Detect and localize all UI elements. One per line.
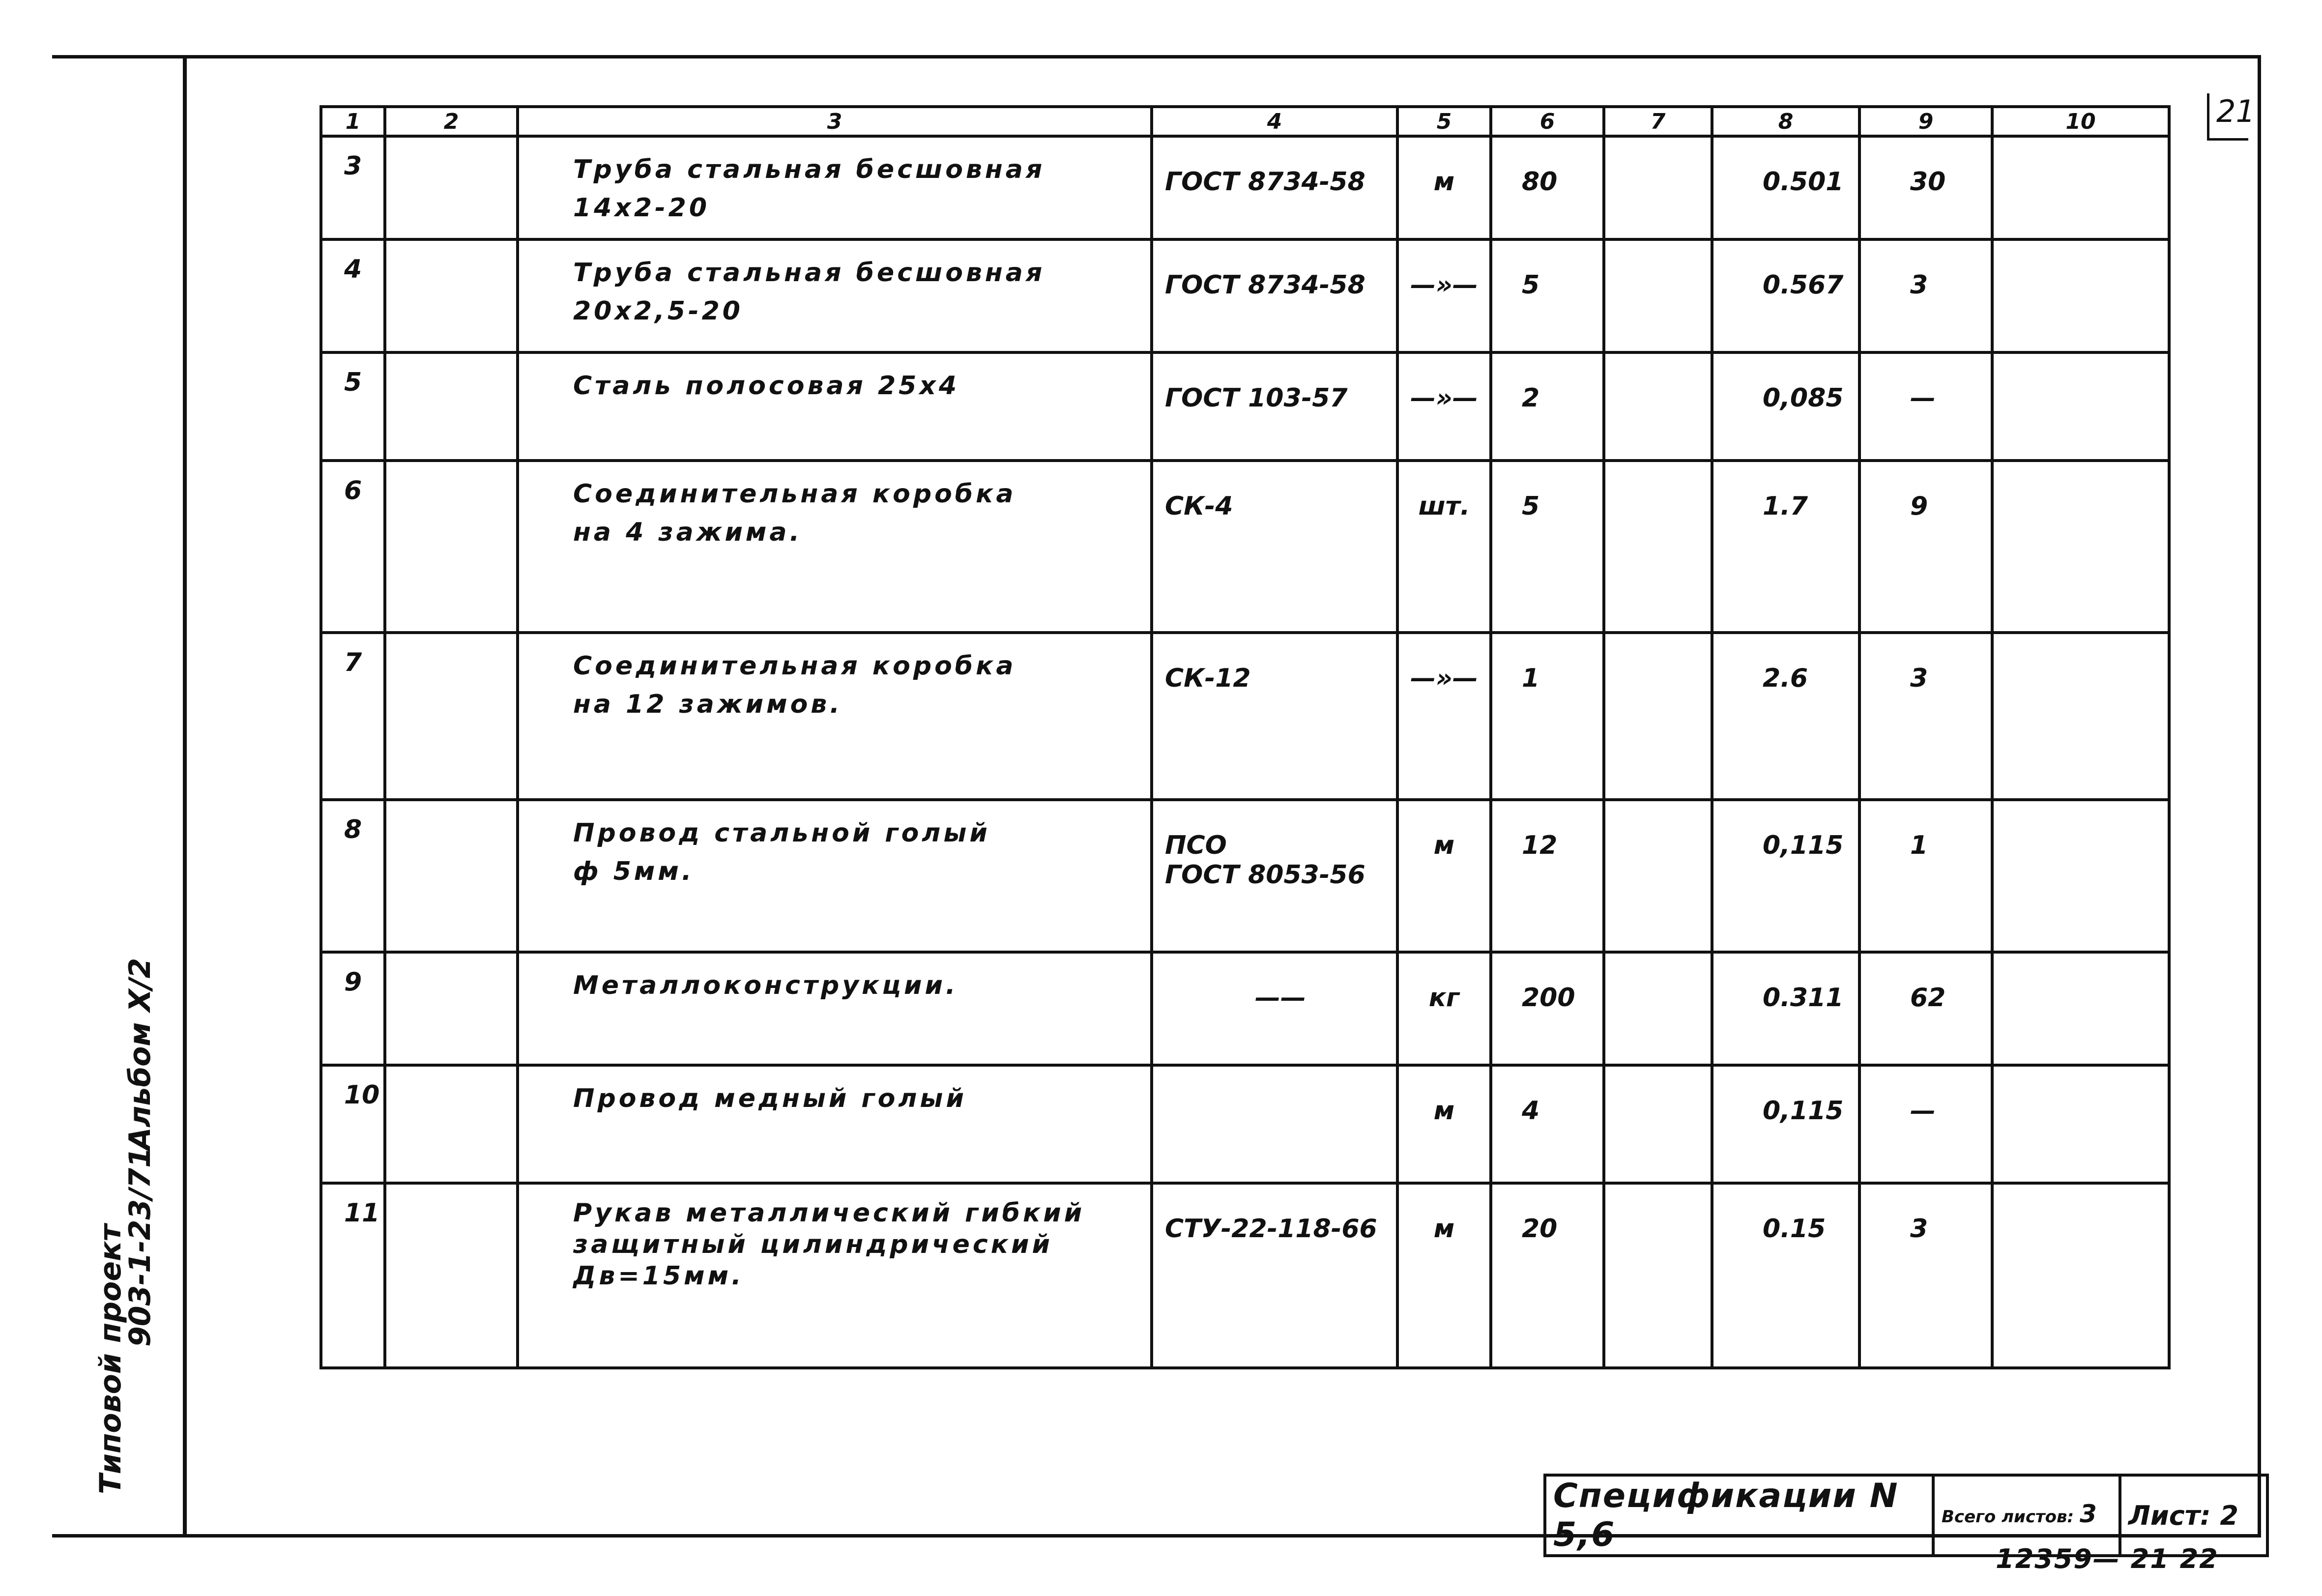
table-row bbox=[321, 1065, 2169, 1183]
row-number: 5 bbox=[321, 352, 385, 461]
item-col9: 3 bbox=[1859, 1183, 1992, 1368]
album-label: Альбом Х/2 bbox=[123, 958, 157, 1150]
empty-cell bbox=[1604, 952, 1712, 1065]
row-number: 10 bbox=[321, 1065, 385, 1183]
item-col9: 1 bbox=[1859, 800, 1992, 952]
header-col-8: 8 bbox=[1712, 107, 1859, 136]
item-weight: 1.7 bbox=[1712, 461, 1859, 633]
empty-cell bbox=[385, 239, 518, 352]
item-col9: 3 bbox=[1859, 633, 1992, 800]
row-number: 6 bbox=[321, 461, 385, 633]
table-row bbox=[321, 633, 2169, 800]
item-name: Сталь полосовая 25х4 bbox=[518, 352, 1152, 461]
item-unit: —»— bbox=[1397, 239, 1491, 352]
sheet-label: Лист: bbox=[2128, 1500, 2211, 1531]
item-weight: 0,085 bbox=[1712, 352, 1859, 461]
empty-cell bbox=[1604, 352, 1712, 461]
item-unit: кг bbox=[1397, 952, 1491, 1065]
empty-cell bbox=[385, 461, 518, 633]
item-unit: м bbox=[1397, 800, 1491, 952]
item-document: ГОСТ 8734-58 bbox=[1152, 136, 1397, 239]
empty-cell bbox=[385, 1065, 518, 1183]
empty-cell bbox=[385, 800, 518, 952]
item-unit: шт. bbox=[1397, 461, 1491, 633]
row-number: 3 bbox=[321, 136, 385, 239]
empty-cell bbox=[1992, 239, 2169, 352]
row-number: 4 bbox=[321, 239, 385, 352]
item-quantity: 20 bbox=[1491, 1183, 1604, 1368]
item-name: Провод медный голый bbox=[518, 1065, 1152, 1183]
item-name: Соединительная коробка на 4 зажима. bbox=[518, 461, 1152, 633]
item-quantity: 2 bbox=[1491, 352, 1604, 461]
project-type-text: Типовой проект bbox=[93, 1224, 128, 1494]
item-name: Соединительная коробка на 12 зажимов. bbox=[518, 633, 1152, 800]
project-code: 903-1-23/71 bbox=[123, 1147, 157, 1347]
empty-cell bbox=[1992, 352, 2169, 461]
empty-cell bbox=[1604, 633, 1712, 800]
item-name: Рукав металлический гибкий защитный цилиндрический Дв=15мм. bbox=[518, 1183, 1152, 1368]
item-quantity: 5 bbox=[1491, 461, 1604, 633]
header-col-9: 9 bbox=[1859, 107, 1992, 136]
item-weight: 0,115 bbox=[1712, 800, 1859, 952]
table-row bbox=[321, 239, 2169, 352]
table-row bbox=[321, 952, 2169, 1065]
item-name: Труба стальная бесшовная 20х2,5-20 bbox=[518, 239, 1152, 352]
item-quantity: 5 bbox=[1491, 239, 1604, 352]
row-number: 11 bbox=[321, 1183, 385, 1368]
item-col9: 3 bbox=[1859, 239, 1992, 352]
item-quantity: 12 bbox=[1491, 800, 1604, 952]
empty-cell bbox=[1992, 461, 2169, 633]
empty-cell bbox=[1992, 952, 2169, 1065]
item-name: Провод стальной голый ф 5мм. bbox=[518, 800, 1152, 952]
item-unit: м bbox=[1397, 1183, 1491, 1368]
item-unit: м bbox=[1397, 136, 1491, 239]
item-unit: —»— bbox=[1397, 633, 1491, 800]
empty-cell bbox=[385, 952, 518, 1065]
item-name: Металлоконструкции. bbox=[518, 952, 1152, 1065]
item-weight: 0.15 bbox=[1712, 1183, 1859, 1368]
empty-cell bbox=[1992, 800, 2169, 952]
item-col9: — bbox=[1859, 352, 1992, 461]
item-document: ГОСТ 8734-58 bbox=[1152, 239, 1397, 352]
item-weight: 0.567 bbox=[1712, 239, 1859, 352]
total-sheets-label: Всего листов: bbox=[1942, 1507, 2074, 1527]
empty-cell bbox=[385, 633, 518, 800]
left-strip-border bbox=[183, 55, 187, 1538]
item-document: СК-12 bbox=[1152, 633, 1397, 800]
item-name: Труба стальная бесшовная 14х2-20 bbox=[518, 136, 1152, 239]
item-document: СК-4 bbox=[1152, 461, 1397, 633]
item-document: ГОСТ 103-57 bbox=[1152, 352, 1397, 461]
header-col-7: 7 bbox=[1604, 107, 1712, 136]
title-block-title: Спецификации N 5,6 bbox=[1545, 1475, 1933, 1556]
empty-cell bbox=[1992, 136, 2169, 239]
item-weight: 0,115 bbox=[1712, 1065, 1859, 1183]
empty-cell bbox=[1604, 239, 1712, 352]
item-weight: 0.501 bbox=[1712, 136, 1859, 239]
header-col-1: 1 bbox=[321, 107, 385, 136]
empty-cell bbox=[385, 136, 518, 239]
header-col-5: 5 bbox=[1397, 107, 1491, 136]
table-header-row bbox=[321, 107, 2169, 136]
empty-cell bbox=[1604, 800, 1712, 952]
row-number: 7 bbox=[321, 633, 385, 800]
row-number: 8 bbox=[321, 800, 385, 952]
empty-cell bbox=[1604, 136, 1712, 239]
inventory-code: 12359— 21 22 bbox=[1996, 1543, 2219, 1574]
item-col9: 62 bbox=[1859, 952, 1992, 1065]
specification-table bbox=[319, 105, 2171, 1369]
empty-cell bbox=[1992, 1065, 2169, 1183]
empty-cell bbox=[1992, 633, 2169, 800]
table-row bbox=[321, 800, 2169, 952]
item-unit: —»— bbox=[1397, 352, 1491, 461]
table-row bbox=[321, 461, 2169, 633]
table-row bbox=[321, 352, 2169, 461]
item-quantity: 200 bbox=[1491, 952, 1604, 1065]
item-weight: 0.311 bbox=[1712, 952, 1859, 1065]
header-col-6: 6 bbox=[1491, 107, 1604, 136]
header-col-10: 10 bbox=[1992, 107, 2169, 136]
item-unit: м bbox=[1397, 1065, 1491, 1183]
item-document bbox=[1152, 1065, 1397, 1183]
corner-sheet-number: 21 bbox=[2207, 93, 2248, 141]
item-quantity: 1 bbox=[1491, 633, 1604, 800]
item-document: —— bbox=[1152, 952, 1397, 1065]
item-col9: — bbox=[1859, 1065, 1992, 1183]
header-col-2: 2 bbox=[385, 107, 518, 136]
table-row bbox=[321, 136, 2169, 239]
table-row bbox=[321, 1183, 2169, 1368]
item-document: ПСО ГОСТ 8053-56 bbox=[1152, 800, 1397, 952]
item-quantity: 4 bbox=[1491, 1065, 1604, 1183]
sheet-value: 2 bbox=[2220, 1500, 2238, 1531]
total-sheets-value: 3 bbox=[2080, 1500, 2097, 1528]
row-number: 9 bbox=[321, 952, 385, 1065]
empty-cell bbox=[385, 352, 518, 461]
header-col-3: 3 bbox=[518, 107, 1152, 136]
item-quantity: 80 bbox=[1491, 136, 1604, 239]
empty-cell bbox=[1604, 1183, 1712, 1368]
empty-cell bbox=[1992, 1183, 2169, 1368]
header-col-4: 4 bbox=[1152, 107, 1397, 136]
empty-cell bbox=[1604, 461, 1712, 633]
item-document: СТУ-22-118-66 bbox=[1152, 1183, 1397, 1368]
item-col9: 9 bbox=[1859, 461, 1992, 633]
empty-cell bbox=[1604, 1065, 1712, 1183]
item-weight: 2.6 bbox=[1712, 633, 1859, 800]
empty-cell bbox=[385, 1183, 518, 1368]
item-col9: 30 bbox=[1859, 136, 1992, 239]
